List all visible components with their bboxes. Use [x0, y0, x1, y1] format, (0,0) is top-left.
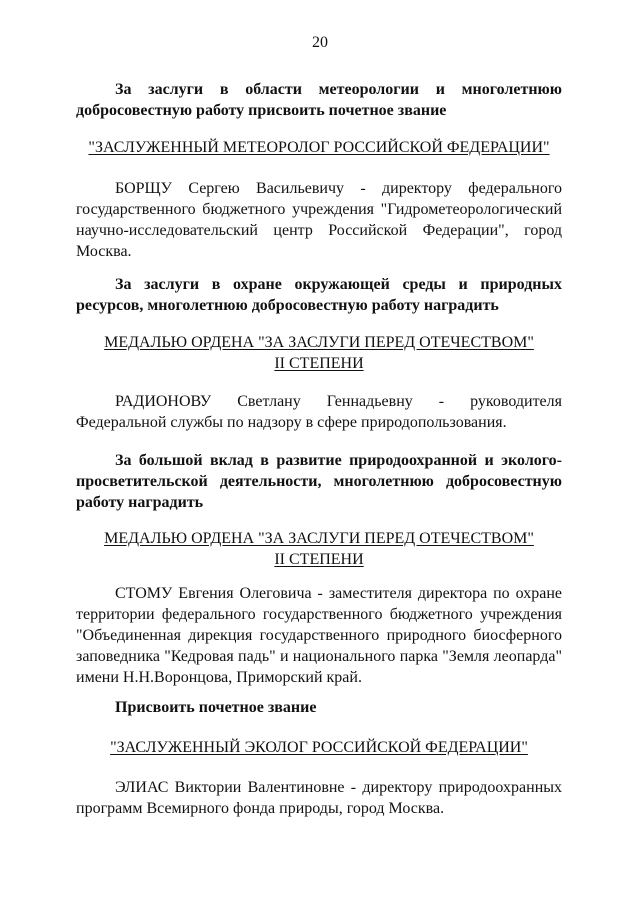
award-title-3-line-1: МЕДАЛЬЮ ОРДЕНА "ЗА ЗАСЛУГИ ПЕРЕД ОТЕЧЕСТВОМ": [104, 530, 534, 547]
award-intro-4: Присвоить почетное звание: [115, 699, 317, 716]
award-title-1-line-1: "ЗАСЛУЖЕННЫЙ МЕТЕОРОЛОГ РОССИЙСКОЙ ФЕДЕРАЦИИ": [88, 139, 550, 156]
award-intro-1: За заслуги в области метеорологии и многолетнюю добросовестную работу присвоить почетное звание: [76, 81, 562, 119]
recipient-text-3: СТОМУ Евгения Олеговича - заместителя директора по охране территории федерального государственного бюджетного учреждения "Объединенная дирекция государственного природного биосферного заповедника "Кедровая падь" и национального парка "Земля леопарда" имени Н.Н.Воронцова, Приморский край.: [76, 585, 562, 686]
award-title-1: [76, 137, 562, 158]
recipient-text-2: РАДИОНОВУ Светлану Геннадьевну - руководителя Федеральной службы по надзору в сфере природопользования.: [76, 393, 562, 431]
recipient-text-1: БОРЩУ Сергею Васильевичу - директору федерального государственного бюджетного учреждения "Гидрометеорологический научно-исследовательский центр Российской Федерации", город Москва.: [76, 180, 562, 260]
award-title-2-line-2: II СТЕПЕНИ: [274, 355, 364, 372]
award-intro-3: За большой вклад в развитие природоохранной и эколого-просветительской деятельности, многолетнюю добросовестную работу наградить: [76, 452, 562, 511]
page-number: 20: [312, 34, 328, 51]
award-title-4: [76, 737, 562, 758]
award-title-4-line-1: "ЗАСЛУЖЕННЫЙ ЭКОЛОГ РОССИЙСКОЙ ФЕДЕРАЦИИ": [110, 739, 528, 756]
recipient-text-4: ЭЛИАС Виктории Валентиновне - директору природоохранных программ Всемирного фонда природы, город Москва.: [76, 779, 562, 817]
award-intro-2: За заслуги в охране окружающей среды и природных ресурсов, многолетнюю добросовестную работу наградить: [76, 276, 562, 314]
award-title-2: [76, 332, 562, 374]
award-title-2-line-1: МЕДАЛЬЮ ОРДЕНА "ЗА ЗАСЛУГИ ПЕРЕД ОТЕЧЕСТВОМ": [104, 334, 534, 351]
award-title-3: [76, 528, 562, 570]
award-title-3-line-2: II СТЕПЕНИ: [274, 551, 364, 568]
